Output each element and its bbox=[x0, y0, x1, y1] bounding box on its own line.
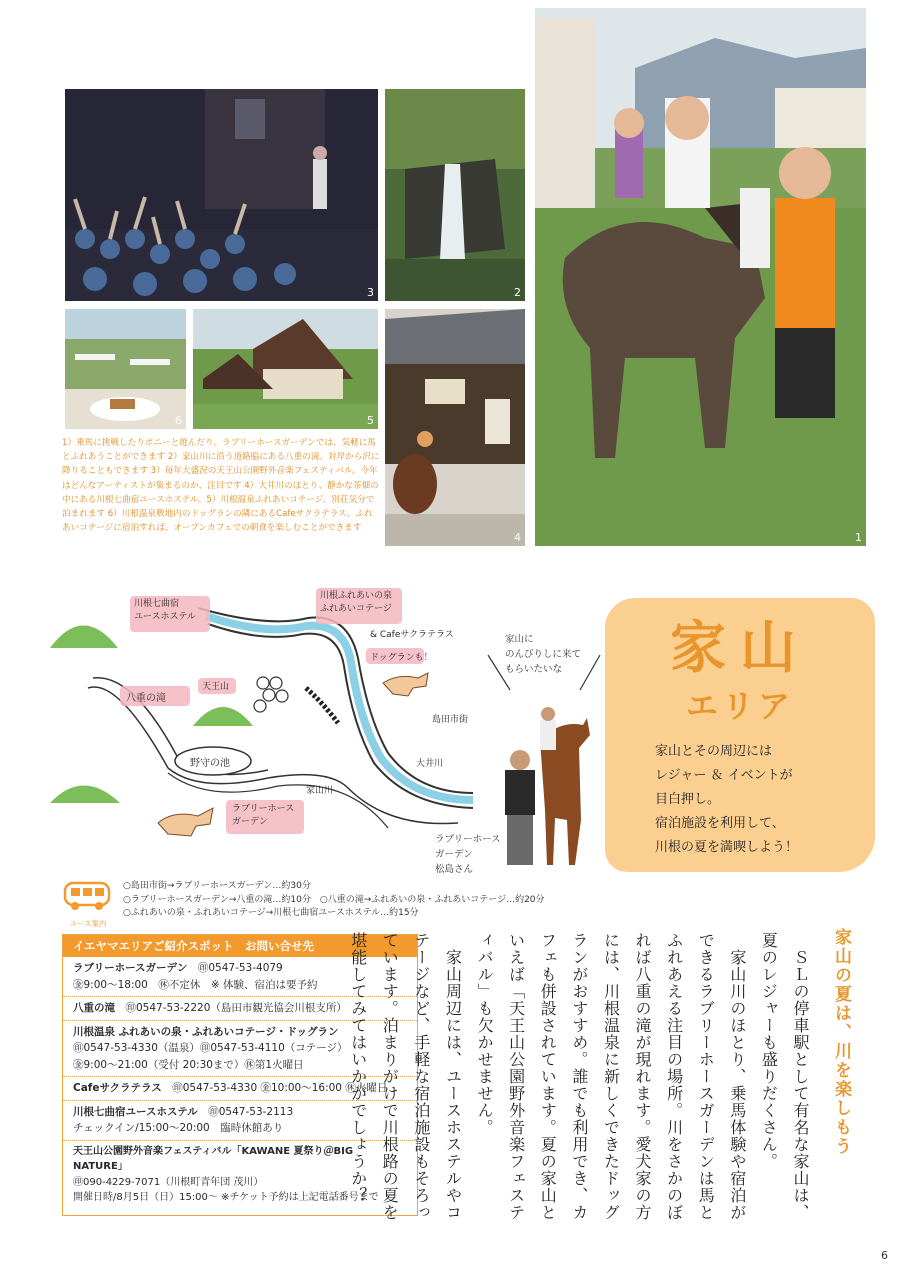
map-label-shimada: 島田市街 bbox=[432, 715, 469, 725]
spot-item: ラブリーホースガーデン ㊞0547-53-4079 ㊎9:00～18:00 ㊡不定休 ※ 体験、宿泊は要予約 bbox=[63, 957, 417, 997]
area-subtitle: エリア bbox=[685, 687, 794, 725]
bus-label: ユース案内 bbox=[69, 919, 107, 928]
speech-bubble-text: 家山に のんびりしに来て もらいたいな bbox=[505, 634, 582, 675]
area-description: 家山とその周辺には レジャー ＆ イベントが 目白押し。 宿泊施設を利用して、 川根の夏を満喫しよう！ bbox=[655, 744, 799, 855]
hill-icon bbox=[193, 707, 253, 726]
route-list bbox=[123, 880, 545, 921]
map-label-fureai: 川根ふれあいの泉 ふれあいコテージ bbox=[320, 591, 393, 614]
area-title: 家山 bbox=[670, 616, 810, 681]
map-label-youth: 川根七曲宿 ユースホステル bbox=[134, 599, 196, 622]
horse-icon bbox=[383, 673, 428, 696]
route-item: ○ラブリーホースガーデン→八重の滝…約10分 ○八重の滝→ふれあいの泉・ふれあいコテージ…約20分 bbox=[123, 894, 545, 905]
map-label-lovely: ラブリーホース ガーデン bbox=[232, 804, 295, 827]
article-heading: 家山の夏は、川を楽しもう bbox=[831, 928, 851, 1156]
photo-number: 4 bbox=[514, 531, 521, 544]
map-label-dogrun: ドッグランも！ bbox=[370, 653, 433, 663]
article-body: ＳＬの停車駅として有名な家山は、夏のレジャーも盛りだくさん。 家山川のほとり、乗馬体験や宿泊ができるラブリーホースガーデンは馬とふれあえる注目の場所。川をさかのぼれば八重の滝が現れます。愛犬家の方には、川根温泉に新しくできたドッグランがおすすめ。誰でも利用でき、カフェも併設されています。夏の家山といえば「天王山公園野外音楽フェスティバル」も欠かせません。 家山周辺には、ユースホステルやコテージなど、手軽な宿泊施設もそろっています。泊まりがけで川根路の夏を堪能してみてはいかがでしょうか？ bbox=[348, 932, 810, 1221]
map-label-nodera: 野守の池 bbox=[190, 758, 230, 769]
spot-item: 天王山公園野外音楽フェスティバル「KAWANE 夏祭り＠BIG NATURE」 ㊞090-4229-7071（川根町青年団 茂川） 開催日時/8月5日（日）15:00～ ※チケット予約は上記電話番号まで bbox=[73, 1145, 379, 1203]
photo-caption: 1）乗馬に挑戦したりポニーと遊んだり。ラブリーホースガーデンでは、気軽に馬とふれあうことができます 2）家山川に沿う道路脇にある八重の滝。対岸から沢に降りることもできます 3）毎年大盛況の天王山公園野外音楽フェスティバル。今年はどんなアーティストが集まるのか、注目です 4）大井川のほとり、静かな茶畑の中にある川根七曲宿ユースホステル。5）川根温泉ふれあいコテージ。別荘気分で泊まれます 6）川根温泉敷地内のドッグランの隣にあるCafeサクラテラス。ふれあいコテージに宿泊すれば、オープンカフェでの朝食を楽しむことができます bbox=[62, 438, 380, 534]
horse-icon bbox=[158, 808, 213, 836]
route-item: ○ふれあいの泉・ふれあいコテージ→川根七曲宿ユースホステル…約15分 bbox=[123, 908, 419, 919]
photo-kids-pony bbox=[535, 8, 866, 546]
bubble-lines bbox=[480, 650, 610, 700]
route-item: ○島田市街→ラブリーホースガーデン…約30分 bbox=[123, 881, 311, 891]
photo-number: 6 bbox=[175, 414, 182, 427]
photo-youth-hostel bbox=[385, 309, 525, 546]
trees-icon bbox=[254, 677, 288, 712]
spot-item: 川根温泉 ふれあいの泉・ふれあいコテージ・ドッグラン ㊞0547-53-4330（温泉）㊞0547-53-4110（コテージ） ㊎9:00～21:00（受付 20:30まで）㊡第1火曜日 bbox=[63, 1021, 417, 1078]
photo-concert bbox=[65, 89, 378, 301]
spots-header: イエヤマエリアご紹介スポット お問い合せ先 bbox=[63, 935, 417, 957]
map-label-ieyama: 家山川 bbox=[306, 786, 334, 796]
spot-item: Cafeサクラテラス ㊞0547-53-4330 ㊎10:00～16:00 ㊡火曜日 bbox=[63, 1077, 417, 1101]
photo-waterfall bbox=[385, 89, 525, 301]
spot-item: 川根七曲宿ユースホステル ㊞0547-53-2113 チェックイン/15:00～20:00 臨時休館あり bbox=[63, 1101, 417, 1141]
area-box bbox=[605, 598, 875, 872]
hill-icon bbox=[50, 626, 118, 649]
photo-number: 3 bbox=[367, 286, 374, 299]
hill-icon bbox=[50, 786, 120, 804]
photo-cottage bbox=[193, 309, 378, 429]
photo-cafe bbox=[65, 309, 186, 429]
illustrated-map bbox=[48, 578, 500, 868]
map-label-tennozan: 天王山 bbox=[202, 682, 230, 692]
page-number: 6 bbox=[881, 1249, 888, 1262]
spot-item: 八重の滝 ㊞0547-53-2220（島田市観光協会川根支所） bbox=[63, 997, 417, 1021]
bus-icon bbox=[62, 880, 114, 929]
staff-caption: ラブリーホース ガーデン 松島さん bbox=[435, 834, 501, 875]
photo-staff-horse bbox=[495, 700, 595, 870]
photo-number: 5 bbox=[367, 414, 374, 427]
map-label-cafe: & Cafeサクラテラス bbox=[370, 630, 454, 640]
map-label-ooi: 大井川 bbox=[416, 759, 444, 769]
map-label-yae: 八重の滝 bbox=[126, 693, 166, 704]
photo-number: 1 bbox=[855, 531, 862, 544]
photo-number: 2 bbox=[514, 286, 521, 299]
